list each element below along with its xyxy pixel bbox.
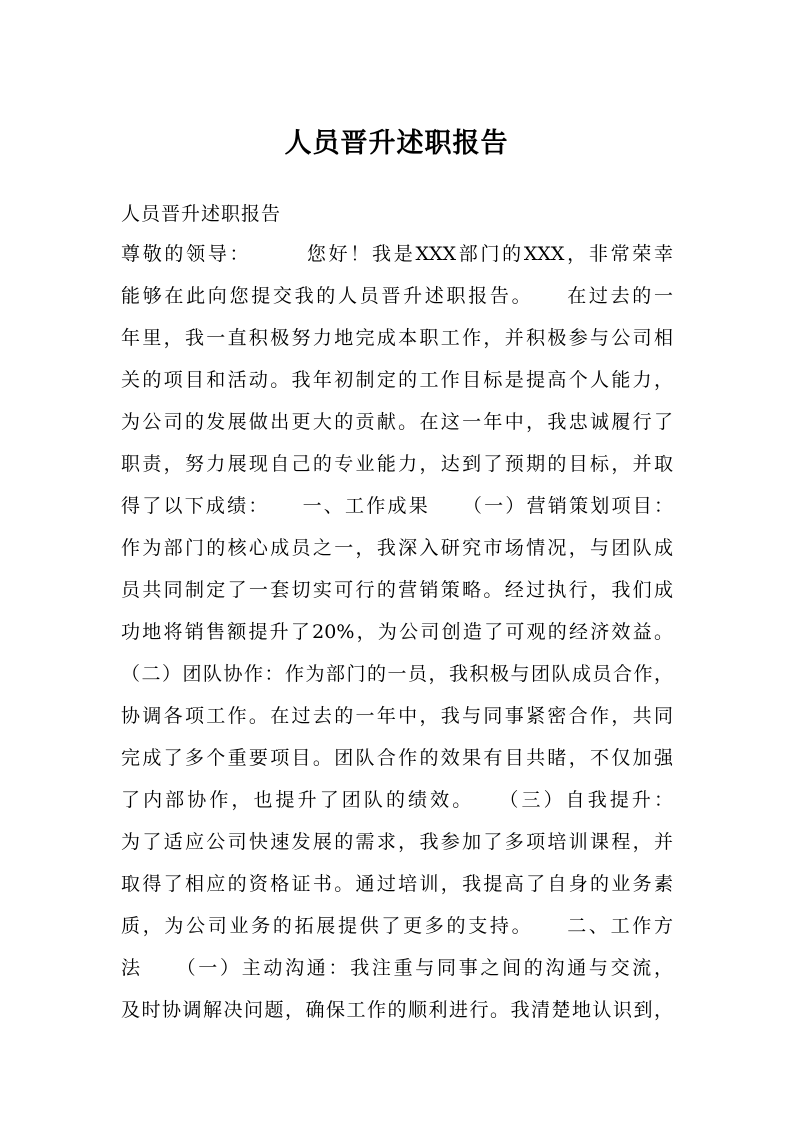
document-subtitle: 人员晋升述职报告 (121, 203, 282, 225)
body-line: 质，为公司业务的拓展提供了更多的支持。 二、工作方 (121, 915, 673, 937)
body-line: 为公司的发展做出更大的贡献。在这一年中，我忠诚履行了 (121, 411, 673, 433)
body-line: 得了以下成绩： 一、工作成果 （一）营销策划项目： (121, 495, 673, 517)
body-line: 员共同制定了一套切实可行的营销策略。经过执行，我们成 (121, 579, 673, 601)
page-title: 人员晋升述职报告 (284, 128, 509, 159)
body-line: 法 （一）主动沟通：我注重与同事之间的沟通与交流， (121, 957, 673, 979)
body-line: 协调各项工作。在过去的一年中，我与同事紧密合作，共同 (121, 705, 673, 727)
body-line: 完成了多个重要项目。团队合作的效果有目共睹，不仅加强 (121, 747, 673, 769)
body-line: （二）团队协作：作为部门的一员，我积极与团队成员合作， (121, 663, 673, 685)
body-line: 了内部协作，也提升了团队的绩效。 （三）自我提升： (121, 789, 673, 811)
body-line: 及时协调解决问题，确保工作的顺利进行。我清楚地认识到， (121, 999, 673, 1021)
body-line: 年里，我一直积极努力地完成本职工作，并积极参与公司相 (121, 327, 673, 349)
body-line: 作为部门的核心成员之一，我深入研究市场情况，与团队成 (121, 537, 673, 559)
body-line: 功地将销售额提升了20%，为公司创造了可观的经济效益。 (121, 621, 673, 643)
body-line: 关的项目和活动。我年初制定的工作目标是提高个人能力， (121, 369, 673, 391)
body-line: 能够在此向您提交我的人员晋升述职报告。 在过去的一 (121, 285, 673, 307)
body-line: 取得了相应的资格证书。通过培训，我提高了自身的业务素 (121, 873, 673, 895)
body-line: 职责，努力展现自己的专业能力，达到了预期的目标，并取 (121, 453, 673, 475)
body-line: 为了适应公司快速发展的需求，我参加了多项培训课程，并 (121, 831, 673, 853)
body-line: 尊敬的领导： 您好！我是XXX部门的XXX，非常荣幸 (121, 243, 673, 265)
